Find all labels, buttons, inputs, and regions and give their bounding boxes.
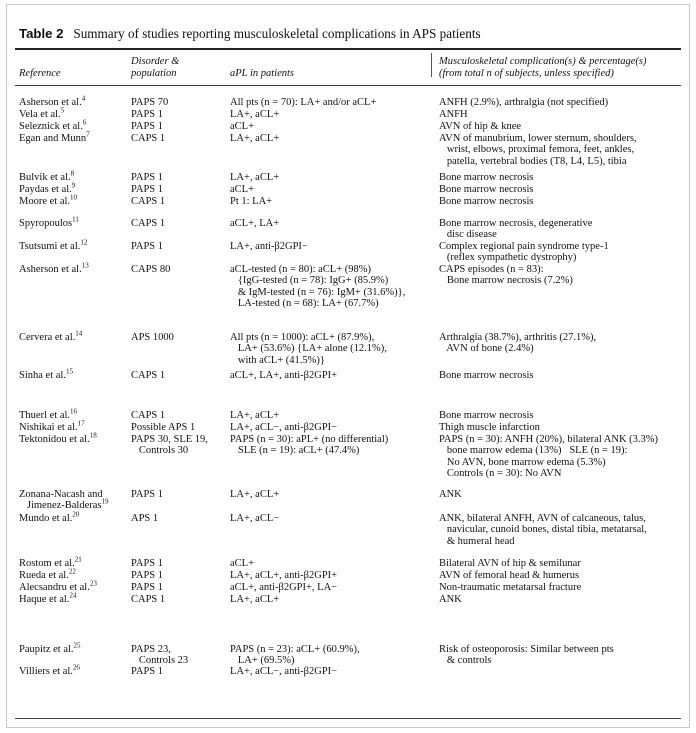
complication-cell xyxy=(439,513,647,547)
disorder-cell-text: PAPS 1 xyxy=(131,558,164,569)
apl-cell xyxy=(230,434,388,457)
reference-number: 15 xyxy=(65,367,73,376)
reference-cell xyxy=(19,94,86,108)
reference-number: 11 xyxy=(72,215,79,224)
disorder-cell xyxy=(131,594,165,605)
complication-cell-text: Bone marrow necrosis, degenerative disc disease xyxy=(439,218,593,241)
disorder-cell-text: PAPS 23, Controls 23 xyxy=(131,644,189,667)
apl-cell-text: aCL-tested (n = 80): aCL+ (98%) {IgG-tested (n = 78): IgG+ (85.9%) & IgM-tested (n = 76): IgM+ (31.6%)}, LA-tested (n = 68): LA+ (67.7%) xyxy=(230,264,406,309)
header-apl: aPL in patients xyxy=(230,68,294,79)
table-container xyxy=(15,5,681,727)
complication-cell-text: ANFH (2.9%), arthralgia (not specified) xyxy=(439,97,609,108)
disorder-cell-text: PAPS 1 xyxy=(131,241,164,252)
disorder-cell-text: APS 1000 xyxy=(131,332,174,343)
disorder-cell-text: PAPS 1 xyxy=(131,121,164,132)
disorder-cell-text: CAPS 1 xyxy=(131,196,166,207)
complication-cell-text: Risk of osteoporosis: Similar between pts & controls xyxy=(439,644,614,667)
apl-cell-text: aCL+, LA+, anti-β2GPI+ xyxy=(230,370,338,381)
disorder-cell-text: PAPS 1 xyxy=(131,172,164,183)
reference-number: 8 xyxy=(70,169,75,178)
complication-cell-text: Bone marrow necrosis xyxy=(439,196,534,207)
complication-cell-text: AVN of hip & knee xyxy=(439,121,522,132)
reference-number: 21 xyxy=(74,555,82,564)
complication-cell xyxy=(439,97,608,108)
apl-cell-text: LA+, aCL−, anti-β2GPI− xyxy=(230,666,338,677)
disorder-cell-text: PAPS 1 xyxy=(131,582,164,593)
apl-cell-text: PAPS (n = 30): aPL+ (no differential) SLE (n = 19): aCL+ (47.4%) xyxy=(230,434,389,457)
complication-cell xyxy=(439,370,533,381)
apl-cell-text: LA+, aCL+, anti-β2GPI+ xyxy=(230,570,338,581)
reference-cell-text: Sinha et al. xyxy=(19,370,66,381)
disorder-cell xyxy=(131,582,163,593)
complication-cell xyxy=(439,558,581,569)
reference-cell xyxy=(19,641,81,655)
reference-cell-text: Haque et al. xyxy=(19,594,70,605)
apl-cell-text: All pts (n = 70): LA+ and/or aCL+ xyxy=(230,97,377,108)
reference-cell-text: Rostom et al. xyxy=(19,558,75,569)
complication-cell-text: CAPS episodes (n = 83): Bone marrow necrosis (7.2%) xyxy=(439,264,573,287)
disorder-cell xyxy=(131,218,165,229)
apl-cell xyxy=(230,184,254,195)
reference-cell xyxy=(19,118,87,132)
reference-number: 10 xyxy=(70,193,78,202)
disorder-cell xyxy=(131,570,163,581)
reference-cell xyxy=(19,261,89,275)
complication-cell xyxy=(439,570,579,581)
disorder-cell xyxy=(131,489,163,500)
complication-cell-text: Arthralgia (38.7%), arthritis (27.1%), AVN of bone (2.4%) xyxy=(439,332,597,355)
header-rule xyxy=(15,85,681,86)
disorder-cell-text: CAPS 80 xyxy=(131,264,171,275)
reference-number: 6 xyxy=(82,118,87,127)
reference-cell xyxy=(19,238,88,252)
disorder-cell xyxy=(131,121,163,132)
reference-cell-text: Asherson et al. xyxy=(19,264,82,275)
reference-number: 9 xyxy=(71,181,76,190)
apl-cell xyxy=(230,558,254,569)
reference-number: 22 xyxy=(68,567,76,576)
apl-cell-text: PAPS (n = 23): aCL+ (60.9%), LA+ (69.5%) xyxy=(230,644,360,667)
apl-cell xyxy=(230,422,337,433)
header-complication: Musculoskeletal complication(s) & percentage(s) (from total n of subjects, unless specified) xyxy=(439,56,647,79)
apl-cell xyxy=(230,594,279,605)
disorder-cell xyxy=(131,434,208,457)
reference-cell-text: Mundo et al. xyxy=(19,513,73,524)
apl-cell xyxy=(230,264,405,309)
apl-cell xyxy=(230,666,337,677)
reference-cell xyxy=(19,181,76,195)
reference-cell-text: Spyropoulos xyxy=(19,218,73,229)
apl-cell-text: LA+, aCL+ xyxy=(230,109,280,120)
apl-cell xyxy=(230,121,254,132)
disorder-cell-text: CAPS 1 xyxy=(131,370,166,381)
complication-cell-text: Bilateral AVN of hip & semilunar xyxy=(439,558,581,569)
reference-number: 20 xyxy=(72,510,80,519)
apl-cell xyxy=(230,489,279,500)
apl-cell xyxy=(230,513,279,524)
apl-cell-text: LA+, anti-β2GPI− xyxy=(230,241,308,252)
complication-cell xyxy=(439,434,658,479)
complication-cell xyxy=(439,489,462,500)
reference-cell-text: Paydas et al. xyxy=(19,184,72,195)
complication-cell-text: ANK, bilateral ANFH, AVN of calcaneous, talus, navicular, cunoid bones, distal tibia, metatarsal, & humeral head xyxy=(439,513,647,547)
apl-cell xyxy=(230,332,387,366)
apl-cell-text: LA+, aCL+ xyxy=(230,133,280,144)
reference-cell xyxy=(19,510,80,524)
apl-cell-text: LA+, aCL+ xyxy=(230,172,280,183)
disorder-cell-text: PAPS 1 xyxy=(131,489,164,500)
reference-number: 4 xyxy=(81,94,86,103)
disorder-cell-text: Possible APS 1 xyxy=(131,422,196,433)
complication-cell-text: Bone marrow necrosis xyxy=(439,184,534,195)
complication-cell xyxy=(439,422,540,433)
complication-cell-text: ANK xyxy=(439,594,462,605)
reference-number: 7 xyxy=(86,130,90,139)
reference-cell-text: Villiers et al. xyxy=(19,666,73,677)
apl-cell-text: aCL+, anti-β2GPI+, LA− xyxy=(230,582,338,593)
complication-cell xyxy=(439,133,637,167)
disorder-cell xyxy=(131,410,165,421)
complication-cell-text: AVN of femoral head & humerus xyxy=(439,570,580,581)
reference-cell xyxy=(19,419,85,433)
apl-cell xyxy=(230,133,279,144)
disorder-cell-text: PAPS 1 xyxy=(131,109,164,120)
disorder-cell-text: APS 1 xyxy=(131,513,159,524)
disorder-cell-text: PAPS 1 xyxy=(131,570,164,581)
reference-cell-text: Asherson et al. xyxy=(19,97,82,108)
reference-number: 17 xyxy=(77,419,85,428)
apl-cell xyxy=(230,196,272,207)
reference-cell xyxy=(19,169,75,183)
complication-cell xyxy=(439,109,468,120)
disorder-cell xyxy=(131,172,163,183)
apl-cell-text: aCL+ xyxy=(230,558,254,569)
reference-cell-text: Zonana-Nacash and Jimenez-Balderas xyxy=(19,489,103,512)
disorder-cell-text: CAPS 1 xyxy=(131,410,166,421)
reference-cell xyxy=(19,431,97,445)
disorder-cell-text: PAPS 1 xyxy=(131,184,164,195)
reference-cell xyxy=(19,215,79,229)
apl-cell xyxy=(230,109,279,120)
complication-cell-text: Bone marrow necrosis xyxy=(439,410,534,421)
reference-cell xyxy=(19,193,78,207)
reference-number: 18 xyxy=(89,431,97,440)
reference-cell-text: Cervera et al. xyxy=(19,332,76,343)
disorder-cell xyxy=(131,109,163,120)
reference-cell xyxy=(19,663,80,677)
complication-cell-text: PAPS (n = 30): ANFH (20%), bilateral ANK (3.3%) bone marrow edema (13%) SLE (n = 19): No AVN, bone marrow edema (5.3%) Controls (n = 30): No AVN xyxy=(439,434,659,479)
apl-cell-text: Pt 1: LA+ xyxy=(230,196,273,207)
reference-number: 19 xyxy=(101,497,109,506)
table-figure xyxy=(6,4,690,728)
disorder-cell-text: CAPS 1 xyxy=(131,218,166,229)
header-disorder: Disorder & population xyxy=(131,56,180,79)
reference-number: 26 xyxy=(72,663,80,672)
disorder-cell-text: PAPS 70 xyxy=(131,97,169,108)
reference-number: 16 xyxy=(70,407,78,416)
reference-cell-text: Vela et al. xyxy=(19,109,61,120)
apl-cell-text: LA+, aCL− xyxy=(230,513,280,524)
reference-cell-text: Paupitz et al. xyxy=(19,644,74,655)
reference-number: 12 xyxy=(80,238,88,247)
apl-cell-text: aCL+ xyxy=(230,121,254,132)
reference-cell-text: Bulvik et al. xyxy=(19,172,71,183)
disorder-cell xyxy=(131,264,170,275)
table-title xyxy=(19,26,481,42)
complication-cell xyxy=(439,172,533,183)
reference-cell xyxy=(19,106,65,120)
apl-cell xyxy=(230,570,337,581)
apl-cell-text: aCL+ xyxy=(230,184,254,195)
reference-cell xyxy=(19,367,73,381)
reference-cell xyxy=(19,591,77,605)
apl-cell-text: LA+, aCL+ xyxy=(230,489,280,500)
disorder-cell xyxy=(131,422,195,433)
reference-number: 14 xyxy=(75,329,83,338)
disorder-cell xyxy=(131,644,188,667)
reference-number: 24 xyxy=(69,591,77,600)
apl-cell xyxy=(230,582,337,593)
complication-cell-text: Bone marrow necrosis xyxy=(439,172,534,183)
disorder-cell xyxy=(131,332,174,343)
disorder-cell xyxy=(131,666,163,677)
reference-cell xyxy=(19,130,90,144)
reference-cell-text: Egan and Munn xyxy=(19,133,87,144)
disorder-cell-text: CAPS 1 xyxy=(131,133,166,144)
header-reference: Reference xyxy=(19,68,61,79)
apl-cell-text: aCL+, LA+ xyxy=(230,218,280,229)
reference-cell xyxy=(19,407,78,421)
reference-number: 25 xyxy=(73,641,81,650)
disorder-cell xyxy=(131,133,165,144)
reference-number: 23 xyxy=(89,579,97,588)
disorder-cell-text: PAPS 1 xyxy=(131,666,164,677)
reference-cell xyxy=(19,567,76,581)
reference-cell-text: Tsutsumi et al. xyxy=(19,241,81,252)
bottom-rule xyxy=(15,718,681,719)
header-separator xyxy=(431,53,432,77)
complication-cell-text: Bone marrow necrosis xyxy=(439,370,534,381)
reference-cell-text: Rueda et al. xyxy=(19,570,69,581)
reference-cell-text: Moore et al. xyxy=(19,196,71,207)
disorder-cell-text: PAPS 30, SLE 19, Controls 30 xyxy=(131,434,208,457)
reference-cell-text: Tektonidou et al. xyxy=(19,434,90,445)
disorder-cell xyxy=(131,184,163,195)
complication-cell xyxy=(439,644,614,667)
complication-cell xyxy=(439,218,592,241)
complication-cell xyxy=(439,184,533,195)
table-caption: Summary of studies reporting musculoskeletal complications in APS patients xyxy=(73,26,481,41)
top-rule xyxy=(15,48,681,50)
complication-cell-text: Complex regional pain syndrome type-1 (reflex sympathetic dystrophy) xyxy=(439,241,609,264)
disorder-cell xyxy=(131,513,158,524)
reference-cell xyxy=(19,489,109,512)
complication-cell-text: Non-traumatic metatarsal fracture xyxy=(439,582,582,593)
apl-cell-text: All pts (n = 1000): aCL+ (87.9%), LA+ (53.6%) {LA+ alone (12.1%), with aCL+ (41.5%)} xyxy=(230,332,387,366)
complication-cell xyxy=(439,241,609,264)
apl-cell xyxy=(230,644,360,667)
complication-cell-text: Thigh muscle infarction xyxy=(439,422,540,433)
complication-cell xyxy=(439,594,462,605)
complication-cell-text: AVN of manubrium, lower sternum, shoulders, wrist, elbows, proximal femora, feet, ankles, patella, vertebral bodies (T8, L4, L5), tibia xyxy=(439,133,637,167)
reference-number: 13 xyxy=(81,261,89,270)
table-label: Table 2 xyxy=(19,26,64,41)
complication-cell-text: ANFH xyxy=(439,109,468,120)
apl-cell xyxy=(230,241,308,252)
disorder-cell xyxy=(131,241,163,252)
disorder-cell xyxy=(131,97,168,108)
apl-cell xyxy=(230,370,337,381)
reference-cell-text: Nishikai et al. xyxy=(19,422,78,433)
complication-cell xyxy=(439,332,596,355)
reference-cell xyxy=(19,329,83,343)
apl-cell-text: LA+, aCL+ xyxy=(230,594,280,605)
apl-cell xyxy=(230,172,279,183)
apl-cell xyxy=(230,97,376,108)
complication-cell xyxy=(439,264,573,287)
reference-cell xyxy=(19,579,97,593)
reference-cell-text: Thuerl et al. xyxy=(19,410,71,421)
disorder-cell xyxy=(131,558,163,569)
reference-number: 5 xyxy=(60,106,65,115)
disorder-cell-text: CAPS 1 xyxy=(131,594,166,605)
apl-cell xyxy=(230,410,279,421)
apl-cell xyxy=(230,218,279,229)
complication-cell xyxy=(439,410,533,421)
reference-cell-text: Seleznick et al. xyxy=(19,121,83,132)
apl-cell-text: LA+, aCL+ xyxy=(230,410,280,421)
complication-cell xyxy=(439,582,581,593)
reference-cell-text: Alecsandru et al. xyxy=(19,582,90,593)
disorder-cell xyxy=(131,196,165,207)
disorder-cell xyxy=(131,370,165,381)
complication-cell-text: ANK xyxy=(439,489,462,500)
complication-cell xyxy=(439,121,521,132)
apl-cell-text: LA+, aCL−, anti-β2GPI− xyxy=(230,422,338,433)
complication-cell xyxy=(439,196,533,207)
